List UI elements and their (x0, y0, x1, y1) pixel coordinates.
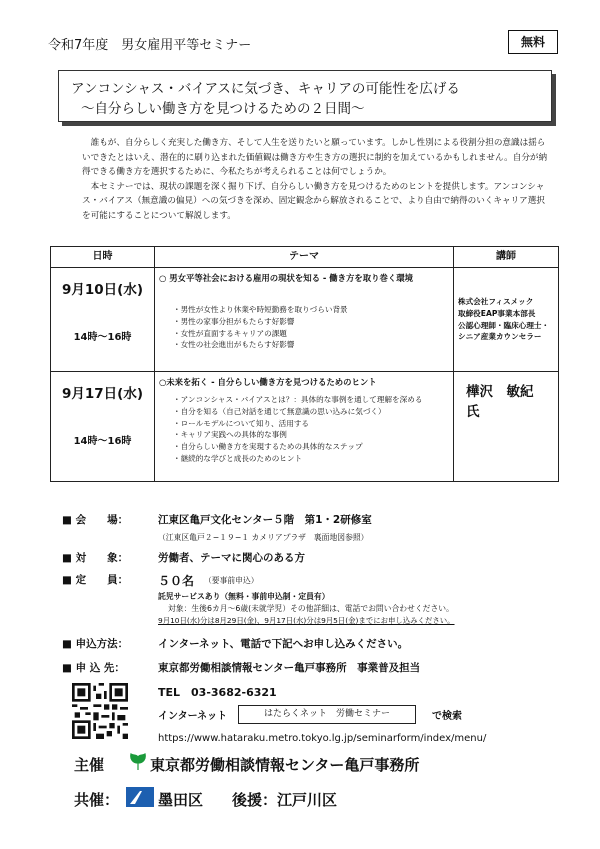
venue-label: ■ 会 場： (62, 514, 129, 526)
seminar-header: 令和7年度 男女雇用平等セミナー (48, 38, 252, 53)
session-1-datetime (51, 268, 155, 372)
lecturer-org (454, 268, 559, 372)
list-item: ・ ロールモデルについて知り、活用する (173, 418, 453, 430)
childcare-info: 託児サービスあり（無料・事前申込制・定員有） (158, 592, 330, 601)
list-item: ・ 自分らしい働き方を実現するための具体的なステップ (173, 441, 453, 453)
sumida-logo-icon (126, 787, 154, 807)
search-suffix: で検索 (432, 711, 462, 722)
session-2-theme-cell (155, 372, 454, 482)
header-theme: テーマ (155, 247, 454, 268)
lecturer-qualification-1: 公認心理師・臨床心理士・ (458, 320, 550, 330)
target: 労働者、テーマに関心のある方 (158, 552, 305, 564)
telephone: TEL 03-3682-6321 (158, 686, 277, 699)
seminar-subtitle: 〜自分らしい働き方を見つけるための２日間〜 (81, 101, 365, 117)
childcare-deadline: 9月10日(水)分は8月29日(金)、9月17日(水)分は9月5日(金)までにお申し込みください。 (158, 616, 455, 625)
list-item: ・ キャリア実践への具体的な事例 (173, 429, 453, 441)
target-label: ■ 対 象： (62, 552, 129, 564)
venue: 江東区亀戸文化センター５階 第1・2研修室 (158, 514, 372, 526)
host-name: 東京都労働相談情報センター亀戸事務所 (150, 756, 420, 774)
cohost-label: 共催： (74, 791, 120, 809)
session-1-theme: ○ 男女平等社会における雇用の現状を知る - 働き方を取り巻く環境 (159, 273, 414, 283)
schedule-table (50, 246, 559, 482)
list-item: ・ 女性の社会進出がもたらす好影響 (173, 339, 453, 351)
header-date: 日時 (51, 247, 155, 268)
session-1-theme-cell (155, 268, 454, 372)
intro-paragraph-2: 本セミナーでは、現状の課題を深く掘り下げ、自分らしい働き方を見つけるためのヒントを提供します。アンコンシャス・バイアス（無意識の偏見）への気づきを深め、固定観念から解放されることで、より自由で納得のいくキャリア選択を可能にすることについて解説します。 (82, 181, 545, 221)
cohost-name: 墨田区 (158, 791, 204, 809)
list-item: ・ 自分を知る（自己対話を通じて無意識の思い込みに気づく） (173, 406, 453, 418)
lecturer-company: 株式会社フィスメック (458, 297, 534, 306)
qr-code[interactable] (72, 683, 128, 739)
list-item: ・ アンコンシャス・バイアスとは？：具体的な事例を通して理解を深める (173, 394, 453, 406)
host-label: 主催 (74, 756, 105, 774)
session-1-items (173, 304, 453, 351)
session-2-items (173, 394, 453, 465)
search-keyword-box[interactable]: はたらくネット 労働セミナー (238, 705, 416, 724)
seminar-title: アンコンシャス・バイアスに気づき、キャリアの可能性を広げる (71, 81, 460, 97)
session-2-datetime (51, 372, 155, 482)
session-2-time: 14時〜16時 (73, 436, 132, 447)
intro-paragraph-1: 誰もが、自分らしく充実した働き方、そして人生を送りたいと願っています。しかし性別による役割分担の意識は揺らいできたとはいえ、潜在的に刷り込まれた価値観は働き方や生き方の選択に制約を加えているかもしれません。自分が納得できる働き方を選択するために、今私たちが考えられることは何でしょうか。 (82, 138, 548, 178)
session-2-date: 9月17日(水) (61, 386, 144, 402)
header-lecturer: 講師 (454, 247, 559, 268)
contact: 東京都労働相談情報センター亀戸事務所 事業普及担当 (158, 662, 421, 674)
capacity: ５０名 (158, 574, 195, 588)
internet-label: インターネット (158, 711, 228, 722)
apply-method: インターネット、電話で下記へお申し込みください。 (158, 638, 409, 650)
support-label: 後援：江戸川区 (232, 791, 338, 809)
free-badge: 無料 (508, 30, 558, 54)
lecturer-title: 取締役EAP事業本部長 (458, 308, 536, 318)
venue-address: （江東区亀戸２−１９−１ カメリアプラザ 裏面地図参照） (158, 533, 369, 542)
capacity-note: （要事前申込） (204, 576, 259, 585)
method-label: ■ 申込方法： (62, 638, 129, 650)
title-box (58, 70, 552, 122)
capacity-label: ■ 定 員： (62, 574, 129, 586)
list-item: ・ 女性が直面するキャリアの課題 (173, 328, 453, 340)
registration-url[interactable]: https://www.hataraku.metro.tokyo.lg.jp/seminarform/index/menu/ (158, 733, 487, 744)
ginkgo-leaf-icon (130, 753, 146, 771)
session-2-theme: ○未来を拓く - 自分らしい働き方を見つけるためのヒント (159, 377, 377, 387)
intro-text (82, 136, 552, 224)
session-1-date: 9月10日(水) (61, 282, 144, 298)
list-item: ・ 継続的な学びと成長のためのヒント (173, 453, 453, 465)
session-1-time: 14時〜16時 (73, 332, 132, 343)
lecturer-name: 樺沢 敏紀 氏 (454, 372, 559, 482)
childcare-target: 対象：生後6カ月〜6歳(未就学児）その他詳細は、電話でお問い合わせください。 (168, 604, 454, 613)
list-item: ・ 男性が女性より休業や時短勤務を取りづらい背景 (173, 304, 453, 316)
list-item: ・ 男性の家事分担がもたらす好影響 (173, 316, 453, 328)
lecturer-qualification-2: シニア産業カウンセラー (458, 332, 542, 342)
contact-label: ■ 申 込 先： (62, 662, 125, 674)
